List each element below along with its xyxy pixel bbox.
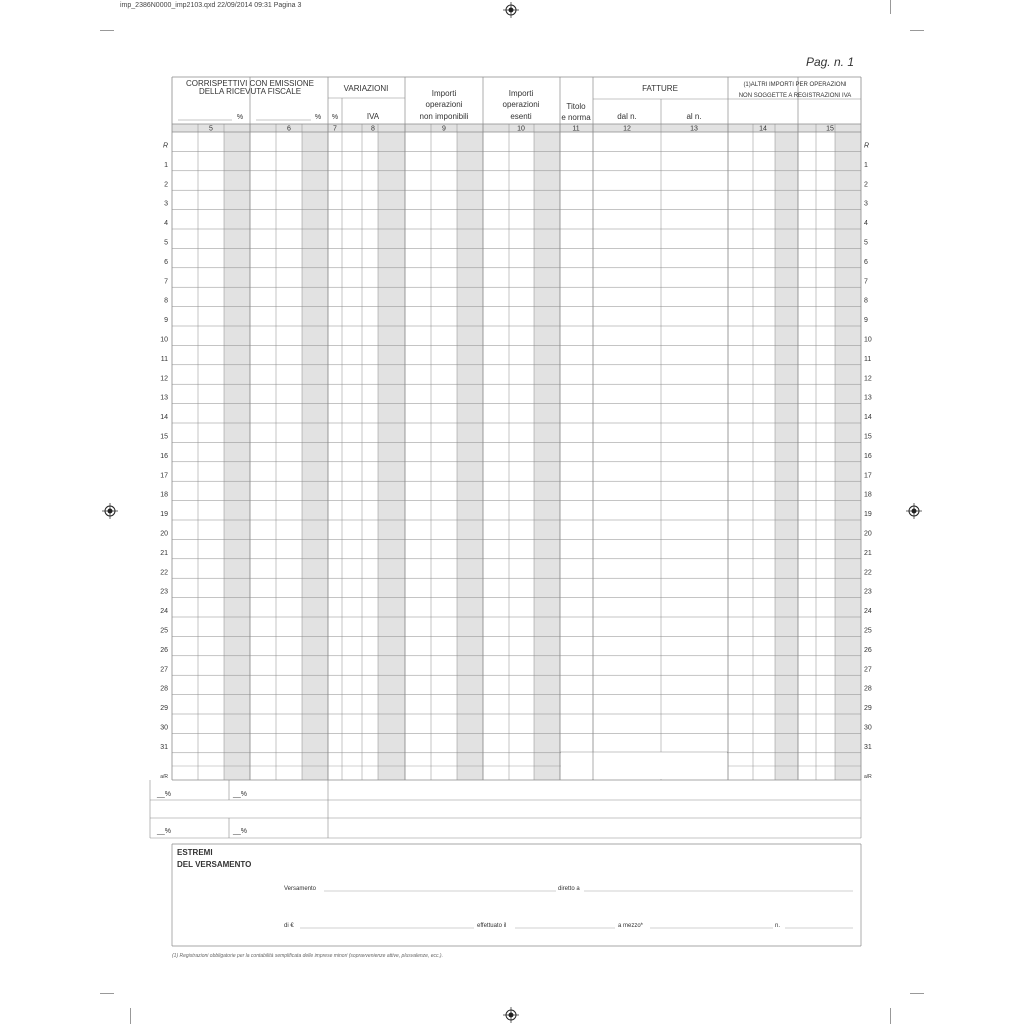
row-label: 8	[164, 297, 168, 305]
row-label: 16	[864, 452, 872, 460]
header-esenti: operazioni	[502, 100, 540, 109]
header-esenti: Importi	[508, 89, 534, 98]
row-label: 22	[160, 569, 168, 577]
row-label: 10	[864, 336, 872, 344]
row-label: 22	[864, 569, 872, 577]
diretto-label: diretto a	[558, 886, 580, 892]
di-euro-label: di €	[284, 923, 294, 929]
column-number: 8	[371, 125, 375, 133]
row-label: 23	[160, 588, 168, 596]
column-number: 15	[826, 125, 834, 133]
row-label: 6	[864, 258, 868, 266]
row-label: 28	[864, 685, 872, 693]
variazioni-pct-label: %	[331, 114, 339, 121]
page-number: Pag. n. 1	[805, 55, 854, 69]
row-label: 27	[160, 666, 168, 674]
header-non-imponibili: Importi	[431, 89, 457, 98]
row-label: 27	[864, 666, 872, 674]
effettuato-label: effettuato il	[477, 923, 507, 929]
numero-label: n.	[775, 923, 781, 929]
row-label: 14	[160, 414, 168, 422]
footnote: (1) Registrazioni obbligatorie per la contabilità semplificata delle imprese minori (sopravvenienze attive, plusvalenze, ecc.).	[172, 953, 443, 959]
row-label: 16	[160, 452, 168, 460]
column-number: 11	[572, 125, 580, 133]
row-label: 18	[160, 491, 168, 499]
row-label: 30	[864, 724, 872, 732]
column-number: 12	[623, 125, 631, 133]
estremi-title: ESTREMI	[177, 848, 213, 857]
estremi-title: DEL VERSAMENTO	[177, 860, 252, 869]
column-number: 13	[690, 125, 698, 133]
percent-label: %	[314, 114, 322, 121]
header-non-imponibili: operazioni	[425, 100, 463, 109]
row-label: R	[162, 142, 168, 150]
row-label: 11	[160, 355, 168, 363]
variazioni-iva-label: IVA	[366, 112, 380, 121]
row-label: 12	[864, 375, 872, 383]
row-label: 28	[160, 685, 168, 693]
header-variazioni: VARIAZIONI	[343, 84, 389, 93]
row-label: 9	[864, 317, 868, 325]
row-label: 26	[160, 646, 168, 654]
row-label: 11	[864, 355, 872, 363]
row-label: 31	[864, 743, 872, 751]
row-label: 25	[864, 627, 872, 635]
row-label: 19	[160, 511, 168, 519]
header-corrispettivi: CORRISPETTIVI CON EMISSIONE	[185, 79, 315, 88]
total-row-label: a/R	[864, 774, 872, 780]
versamento-label: Versamento	[284, 886, 317, 892]
column-number: 14	[759, 125, 767, 133]
row-label: 1	[864, 161, 868, 169]
header-fatture-al: al n.	[686, 112, 702, 121]
row-label: 29	[160, 705, 168, 713]
row-label: 5	[164, 239, 168, 247]
file-slug: imp_2386N0000_imp2103.qxd 22/09/2014 09:31 Pagina 3	[120, 2, 302, 9]
summary-pct-label: __%	[157, 828, 172, 835]
row-label: R	[864, 142, 870, 150]
row-label: 5	[864, 239, 868, 247]
row-label: 7	[164, 278, 168, 286]
percent-label: %	[236, 114, 244, 121]
row-label: 1	[164, 161, 168, 169]
row-label: 12	[160, 375, 168, 383]
row-label: 17	[864, 472, 872, 480]
row-label: 7	[864, 278, 868, 286]
blank-fatture-area	[561, 752, 727, 779]
row-label: 8	[864, 297, 868, 305]
header-corrispettivi: DELLA RICEVUTA FISCALE	[198, 87, 302, 96]
total-row-label: a/R	[160, 774, 168, 780]
summary-pct-label: __%	[233, 828, 248, 835]
row-label: 4	[164, 220, 168, 228]
row-label: 14	[864, 414, 872, 422]
row-label: 30	[160, 724, 168, 732]
row-label: 3	[164, 200, 168, 208]
column-number: 10	[517, 125, 525, 133]
header-titolo: e norma	[561, 113, 591, 122]
row-label: 23	[864, 588, 872, 596]
row-label: 6	[164, 258, 168, 266]
header-fatture: FATTURE	[642, 84, 678, 93]
row-label: 20	[864, 530, 872, 538]
row-label: 15	[160, 433, 168, 441]
row-label: 17	[160, 472, 168, 480]
column-number: 5	[209, 125, 213, 133]
row-label: 24	[864, 608, 872, 616]
mezzo-label: a mezzo*	[618, 923, 644, 929]
row-label: 2	[164, 181, 168, 189]
row-label: 15	[864, 433, 872, 441]
row-label: 10	[160, 336, 168, 344]
row-label: 13	[160, 394, 168, 402]
row-label: 2	[864, 181, 868, 189]
header-altri-importi: NON SOGGETTE A REGISTRAZIONI IVA	[738, 93, 852, 99]
row-label: 26	[864, 646, 872, 654]
row-label: 19	[864, 511, 872, 519]
column-number: 6	[287, 125, 291, 133]
row-label: 13	[864, 394, 872, 402]
row-label: 25	[160, 627, 168, 635]
summary-pct-label: __%	[157, 791, 172, 798]
column-number: 7	[333, 125, 337, 133]
column-number: 9	[442, 125, 446, 133]
header-fatture-dal: dal n.	[617, 112, 637, 121]
row-label: 20	[160, 530, 168, 538]
row-label: 29	[864, 705, 872, 713]
row-label: 18	[864, 491, 872, 499]
row-label: 9	[164, 317, 168, 325]
header-esenti: esenti	[510, 112, 532, 121]
summary-pct-label: __%	[233, 791, 248, 798]
row-label: 31	[160, 743, 168, 751]
header-titolo: Titolo	[566, 102, 586, 111]
row-label: 3	[864, 200, 868, 208]
row-label: 24	[160, 608, 168, 616]
header-altri-importi: (1)ALTRI IMPORTI PER OPERAZIONI	[743, 82, 847, 88]
row-label: 21	[160, 549, 168, 557]
header-non-imponibili: non imponibili	[419, 112, 469, 121]
row-label: 4	[864, 220, 868, 228]
row-label: 21	[864, 549, 872, 557]
